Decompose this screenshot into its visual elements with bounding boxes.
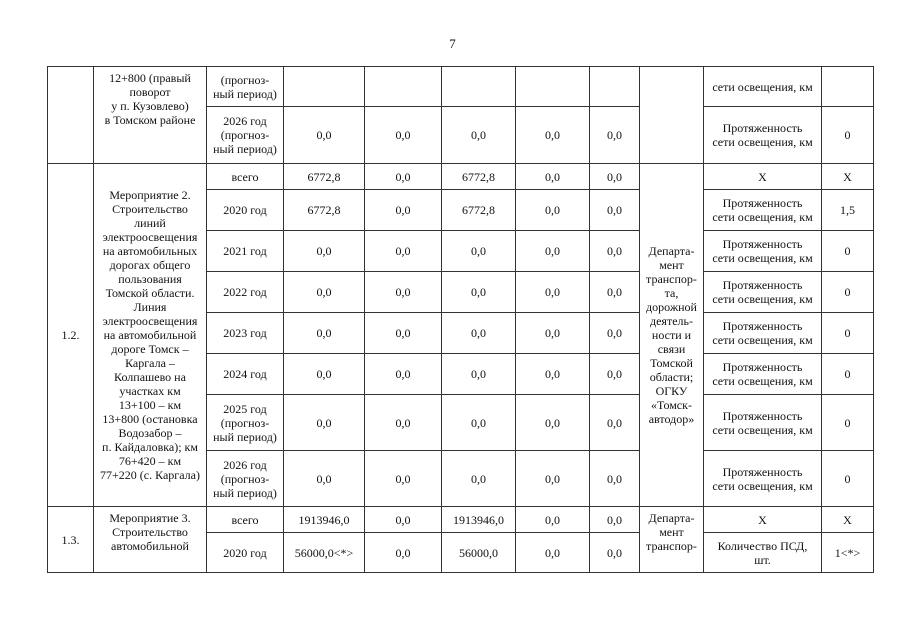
year-cell: 2023 год [207, 313, 284, 354]
amount-cell: 0,0 [590, 272, 640, 313]
amount-cell: 0,0 [365, 395, 442, 451]
amount-cell: 0,0 [365, 533, 442, 573]
amount-cell: 0,0 [516, 107, 590, 164]
amount-cell [284, 67, 365, 107]
year-cell: (прогноз- ный период) [207, 67, 284, 107]
year-cell: 2025 год (прогноз- ный период) [207, 395, 284, 451]
amount-cell [365, 67, 442, 107]
amount-cell: 0,0 [516, 164, 590, 190]
amount-cell: 0,0 [516, 272, 590, 313]
amount-cell: 0,0 [442, 313, 516, 354]
amount-cell: 56000,0 [442, 533, 516, 573]
year-cell: 2020 год [207, 190, 284, 231]
indicator-cell: Протяженность сети освещения, км [704, 190, 822, 231]
indicator-cell: Протяженность сети освещения, км [704, 107, 822, 164]
event-description-cell: Мероприятие 3. Строительство автомобильной [94, 507, 207, 573]
target-value-cell: 0 [822, 395, 874, 451]
table-row [48, 507, 874, 533]
year-cell: 2024 год [207, 354, 284, 395]
amount-cell: 0,0 [590, 164, 640, 190]
target-value-cell: 0 [822, 354, 874, 395]
indicator-cell: Протяженность сети освещения, км [704, 395, 822, 451]
amount-cell: 0,0 [284, 272, 365, 313]
amount-cell: 6772,8 [284, 190, 365, 231]
target-value-cell: Х [822, 164, 874, 190]
amount-cell: 0,0 [365, 164, 442, 190]
amount-cell: 1913946,0 [442, 507, 516, 533]
amount-cell: 56000,0<*> [284, 533, 365, 573]
amount-cell: 0,0 [284, 107, 365, 164]
amount-cell: 0,0 [590, 231, 640, 272]
target-value-cell: 0 [822, 107, 874, 164]
amount-cell [590, 67, 640, 107]
amount-cell: 0,0 [516, 451, 590, 507]
amount-cell [516, 67, 590, 107]
amount-cell: 0,0 [284, 231, 365, 272]
target-value-cell: 0 [822, 313, 874, 354]
amount-cell: 0,0 [590, 533, 640, 573]
event-description-cell: Мероприятие 2. Строительство линий электроосвещения на автомобильных дорогах общего пользования Томской области. Линия электроосвещения на автомобильной дороге Томск – Каргала – Колпашево на участках км 13+100 – км 13+800 (остановка Водозабор – п. Кайдаловка); км 76+420 – км 77+220 (с. Каргала) [94, 164, 207, 507]
item-number-cell [48, 67, 94, 164]
table-row [48, 164, 874, 190]
amount-cell: 0,0 [516, 395, 590, 451]
target-value-cell [822, 67, 874, 107]
target-value-cell: 0 [822, 451, 874, 507]
indicator-cell: Протяженность сети освещения, км [704, 231, 822, 272]
amount-cell: 0,0 [284, 451, 365, 507]
indicator-cell: Протяженность сети освещения, км [704, 451, 822, 507]
target-value-cell: 0 [822, 231, 874, 272]
indicator-cell: сети освещения, км [704, 67, 822, 107]
amount-cell: 0,0 [590, 107, 640, 164]
amount-cell: 0,0 [590, 451, 640, 507]
indicator-cell: Протяженность сети освещения, км [704, 354, 822, 395]
amount-cell: 0,0 [590, 354, 640, 395]
indicator-cell: Протяженность сети освещения, км [704, 313, 822, 354]
amount-cell: 0,0 [516, 354, 590, 395]
amount-cell: 0,0 [284, 354, 365, 395]
amount-cell: 0,0 [590, 190, 640, 231]
amount-cell: 0,0 [590, 507, 640, 533]
amount-cell: 0,0 [516, 231, 590, 272]
target-value-cell: 1,5 [822, 190, 874, 231]
amount-cell: 0,0 [365, 272, 442, 313]
year-cell: 2020 год [207, 533, 284, 573]
amount-cell: 0,0 [516, 507, 590, 533]
amount-cell: 0,0 [590, 395, 640, 451]
year-cell: всего [207, 164, 284, 190]
table-row [48, 67, 874, 107]
target-value-cell: 0 [822, 272, 874, 313]
year-cell: 2021 год [207, 231, 284, 272]
amount-cell: 0,0 [590, 313, 640, 354]
amount-cell: 0,0 [516, 190, 590, 231]
event-description-cell: 12+800 (правый поворот у п. Кузовлево) в Томском районе [94, 67, 207, 164]
indicator-cell: Протяженность сети освещения, км [704, 272, 822, 313]
page-number: 7 [449, 36, 456, 51]
indicator-cell: Количество ПСД, шт. [704, 533, 822, 573]
year-cell: 2026 год (прогноз- ный период) [207, 451, 284, 507]
amount-cell: 0,0 [442, 354, 516, 395]
amount-cell: 0,0 [365, 190, 442, 231]
amount-cell: 6772,8 [442, 164, 516, 190]
executor-cell: Департа- мент транспор- та, дорожной деятель- ности и связи Томской области; ОГКУ «Томск- автодор» [640, 164, 704, 507]
amount-cell: 0,0 [365, 313, 442, 354]
year-cell: 2022 год [207, 272, 284, 313]
indicator-cell: Х [704, 507, 822, 533]
amount-cell [442, 67, 516, 107]
amount-cell: 0,0 [365, 107, 442, 164]
amount-cell: 0,0 [365, 231, 442, 272]
target-value-cell: Х [822, 507, 874, 533]
amount-cell: 0,0 [365, 354, 442, 395]
program-table [47, 66, 874, 573]
amount-cell: 0,0 [442, 272, 516, 313]
amount-cell: 0,0 [442, 231, 516, 272]
year-cell: всего [207, 507, 284, 533]
executor-cell: Департа- мент транспор- [640, 507, 704, 573]
amount-cell: 6772,8 [284, 164, 365, 190]
item-number-cell: 1.3. [48, 507, 94, 573]
amount-cell: 0,0 [442, 395, 516, 451]
amount-cell: 0,0 [516, 313, 590, 354]
target-value-cell: 1<*> [822, 533, 874, 573]
executor-cell [640, 67, 704, 164]
amount-cell: 1913946,0 [284, 507, 365, 533]
item-number-cell: 1.2. [48, 164, 94, 507]
amount-cell: 0,0 [284, 395, 365, 451]
amount-cell: 0,0 [365, 507, 442, 533]
amount-cell: 0,0 [284, 313, 365, 354]
amount-cell: 0,0 [365, 451, 442, 507]
indicator-cell: Х [704, 164, 822, 190]
amount-cell: 0,0 [442, 451, 516, 507]
year-cell: 2026 год (прогноз- ный период) [207, 107, 284, 164]
amount-cell: 6772,8 [442, 190, 516, 231]
amount-cell: 0,0 [516, 533, 590, 573]
amount-cell: 0,0 [442, 107, 516, 164]
